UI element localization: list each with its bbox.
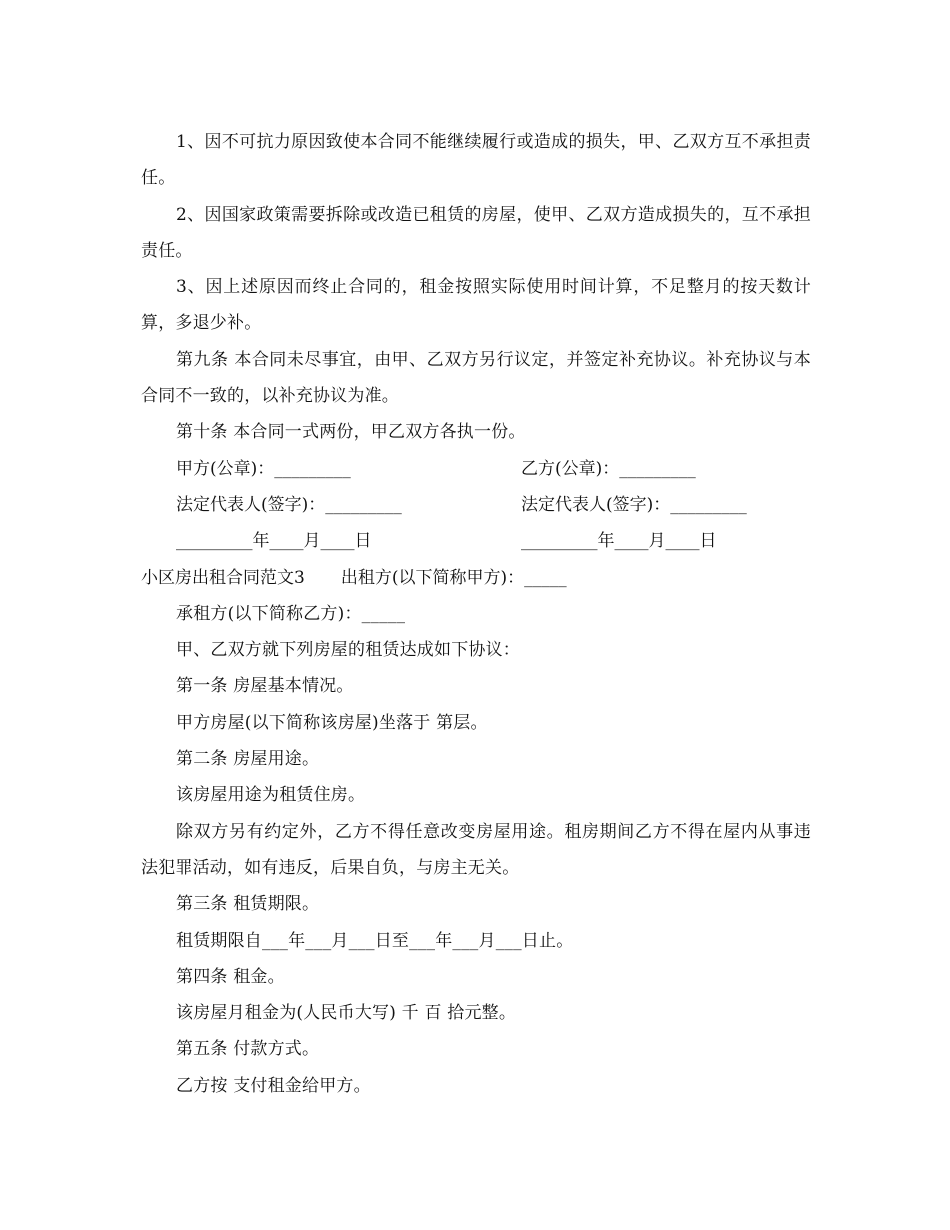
signature-row-seal [141, 451, 811, 487]
article-five-heading: 第五条 付款方式。 [176, 1039, 320, 1060]
article-two-heading: 第二条 房屋用途。 [176, 749, 320, 770]
party-b-representative: 法定代表人(签字)：_________ [521, 494, 747, 515]
article-four-heading: 第四条 租金。 [176, 966, 285, 987]
article-nine: 第九条 本合同未尽事宜，由甲、乙双方另行议定，并签定补充协议。补充协议与本合同不一致的，以补充协议为准。 [141, 349, 811, 407]
article-ten: 第十条 本合同一式两份，甲乙双方各执一份。 [176, 422, 526, 443]
party-a-seal: 甲方(公章)：_________ [176, 458, 351, 479]
clause-force-majeure: 1、因不可抗力原因致使本合同不能继续履行或造成的损失，甲、乙双方互不承担责任。 [141, 132, 811, 189]
party-b-seal: 乙方(公章)：_________ [521, 458, 696, 479]
payment-method: 乙方按 支付租金给甲方。 [176, 1075, 371, 1096]
use-restriction: 除双方另有约定外，乙方不得任意改变房屋用途。租房期间乙方不得在屋内从事违法犯罪活动，如有违反，后果自负，与房主无关。 [141, 821, 811, 878]
clause-rent-settlement: 3、因上述原因而终止合同的，租金按照实际使用时间计算，不足整月的按天数计算，多退少补。 [141, 277, 811, 334]
clause-policy-demolition: 2、因国家政策需要拆除或改造已租赁的房屋，使甲、乙双方造成损失的，互不承担责任。 [141, 204, 811, 261]
article-one-heading: 第一条 房屋基本情况。 [176, 676, 354, 697]
property-location: 甲方房屋(以下简称该房屋)坐落于 第层。 [176, 712, 488, 733]
party-b-date: _________年____月____日 [521, 531, 717, 552]
party-a-representative: 法定代表人(签字)：_________ [176, 494, 402, 515]
lease-term: 租赁期限自___年___月___日至___年___月___日止。 [176, 930, 574, 951]
lessor-line: 出租方(以下简称甲方)：_____ [340, 567, 567, 588]
monthly-rent: 该房屋月租金为(人民币大写) 千 百 拾元整。 [176, 1003, 517, 1024]
document-body [141, 124, 811, 1104]
section-heading-line [141, 560, 811, 596]
agreement-intro: 甲、乙双方就下列房屋的租赁达成如下协议： [176, 640, 520, 661]
signature-row-date [141, 523, 811, 559]
property-use: 该房屋用途为租赁住房。 [176, 785, 366, 806]
article-three-heading: 第三条 租赁期限。 [176, 894, 320, 915]
section-title: 小区房出租合同范文3 [141, 567, 305, 588]
signature-row-representative [141, 487, 811, 523]
lessee-line: 承租方(以下简称乙方)：_____ [176, 603, 406, 624]
party-a-date: _________年____月____日 [176, 531, 372, 552]
